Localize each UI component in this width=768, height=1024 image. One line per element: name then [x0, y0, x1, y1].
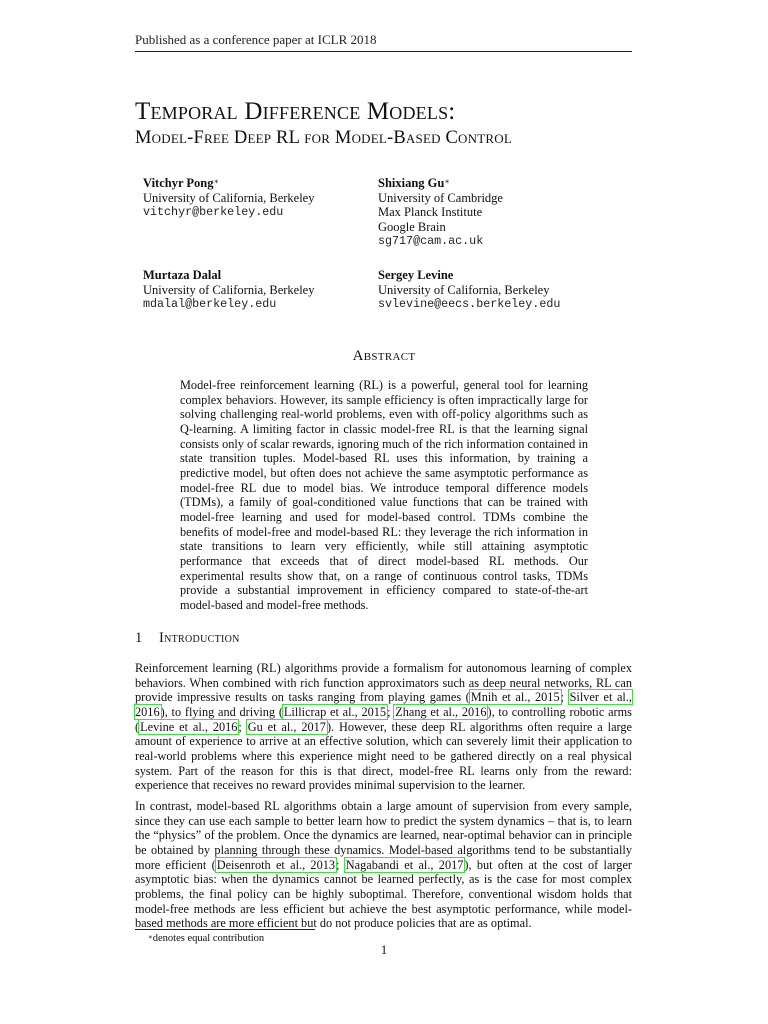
author-name: Shixiang Gu [378, 176, 445, 190]
citation-link[interactable]: Silver et al., 2016 [135, 690, 632, 719]
section-title: Introduction [159, 630, 240, 646]
paragraph-text: Reinforcement learning (RL) algorithms provide a formalism for autonomous learning of complex behaviors. When combined with rich function approximators such as deep neural networks, RL can provide impressive results on tasks ranging from playing games ( [135, 661, 632, 705]
citation-separator: ; [238, 719, 247, 734]
paragraph-text: ), but often at the cost of larger asymptotic bias: when the dynamics cannot be learned perfectly, as is the case for most complex problems, the final policy can be highly suboptimal. Therefore, conventional wisdom holds that model-free methods are less efficient but achieve the best asymptotic performance, while model-based methods are more efficient but do not produce policies that are as optimal. [135, 857, 632, 931]
paragraph-text: In contrast, model-based RL algorithms obtain a large amount of supervision from every sample, since they can use each sample to better learn how to predict the system dynamics – that is, to learn the “physics” of the problem. Once the dynamics are learned, near-optimal behavior can in principle be obtained by planning through these dynamics. Model-based algorithms tend to be substantially more efficient ( [135, 799, 632, 872]
author-block-gu [378, 176, 503, 249]
author-block-pong [143, 176, 314, 220]
running-head: Published as a conference paper at ICLR 2018 [135, 32, 377, 47]
paragraph-text: ), to controlling robotic arms ( [135, 704, 632, 734]
author-affiliation: University of California, Berkeley [143, 190, 315, 205]
author-email[interactable]: vitchyr@berkeley.edu [143, 205, 284, 219]
author-name: Vitchyr Pong [143, 176, 214, 190]
header-rule [135, 51, 632, 52]
citation-link[interactable]: Nagabandi et al., 2017 [345, 857, 464, 872]
footnote-rule [135, 929, 315, 930]
citation-separator: ; [560, 690, 569, 705]
citation-link[interactable]: Deisenroth et al., 2013 [216, 857, 336, 872]
intro-paragraph-2 [135, 799, 632, 931]
footnote-mark: ∗ [148, 933, 153, 941]
paragraph-text: ). However, these deep RL algorithms often require a large amount of experience to arrive at an effective solution, which can severely limit their application to real-world problems where this experience might need to be gathered directly on a real physical system. Part of the reason for this is that direct, model-free RL learns only from the reward: experience that receives no reward provides minimal supervision to the learner. [135, 719, 633, 793]
citation-link[interactable]: Lillicrap et al., 2015 [283, 704, 387, 719]
intro-paragraph-1 [135, 661, 632, 793]
citation-link[interactable]: Zhang et al., 2016 [395, 704, 487, 719]
page-number: 1 [380, 943, 388, 957]
citation-separator: ; [336, 857, 345, 872]
section-heading [135, 630, 240, 647]
author-email[interactable]: mdalal@berkeley.edu [143, 297, 277, 311]
paper-title-line-2: Model-Free Deep RL for Model-Based Control [135, 128, 512, 148]
citation-link[interactable]: Mnih et al., 2015 [470, 690, 560, 705]
footnote-text: denotes equal contribution [152, 933, 265, 944]
author-name: Murtaza Dalal [143, 268, 222, 282]
equal-contribution-mark: ∗ [213, 177, 219, 186]
citation-link[interactable]: Levine et al., 2016 [140, 719, 238, 734]
section-number: 1 [135, 630, 143, 646]
author-affiliation: University of Cambridge [378, 190, 503, 205]
citation-link[interactable]: Gu et al., 2017 [247, 719, 326, 734]
paragraph-text: ), to flying and driving ( [160, 704, 283, 719]
abstract-heading: Abstract [352, 348, 416, 364]
author-block-levine [378, 268, 560, 312]
author-affiliation: Max Planck Institute [378, 205, 483, 219]
equal-contribution-mark: ∗ [444, 177, 450, 186]
author-email[interactable]: svlevine@eecs.berkeley.edu [378, 297, 561, 311]
paper-title-line-1: Temporal Difference Models: [135, 98, 456, 125]
author-name: Sergey Levine [378, 268, 454, 282]
author-affiliation: Google Brain [378, 219, 446, 234]
citation-separator: ; [387, 704, 395, 719]
author-affiliation: University of California, Berkeley [378, 282, 550, 297]
author-email[interactable]: sg717@cam.ac.uk [378, 234, 484, 248]
author-affiliation: University of California, Berkeley [143, 282, 315, 297]
author-block-dalal [143, 268, 314, 312]
abstract-text: Model-free reinforcement learning (RL) is a powerful, general tool for learning complex behaviors. However, its sample efficiency is often impractically large for solving challenging real-world problems, even with off-policy algorithms such as Q-learning. A limiting factor in classic model-free RL is that the learning signal consists only of scalar rewards, ignoring much of the rich information contained in state transition tuples. Model-based RL uses this information, by training a predictive model, but often does not achieve the same asymptotic performance as model-free RL due to model bias. We introduce temporal difference models (TDMs), a family of goal-conditioned value functions that can be trained with model-free learning and used for model-based control. TDMs combine the benefits of model-free and model-based RL: they leverage the rich information in state transitions to learn very efficiently, while still attaining asymptotic performance that exceeds that of direct model-based RL methods. Our experimental results show that, on a range of continuous control tasks, TDMs provide a substantial improvement in efficiency compared to state-of-the-art model-based and model-free methods. [180, 378, 588, 612]
